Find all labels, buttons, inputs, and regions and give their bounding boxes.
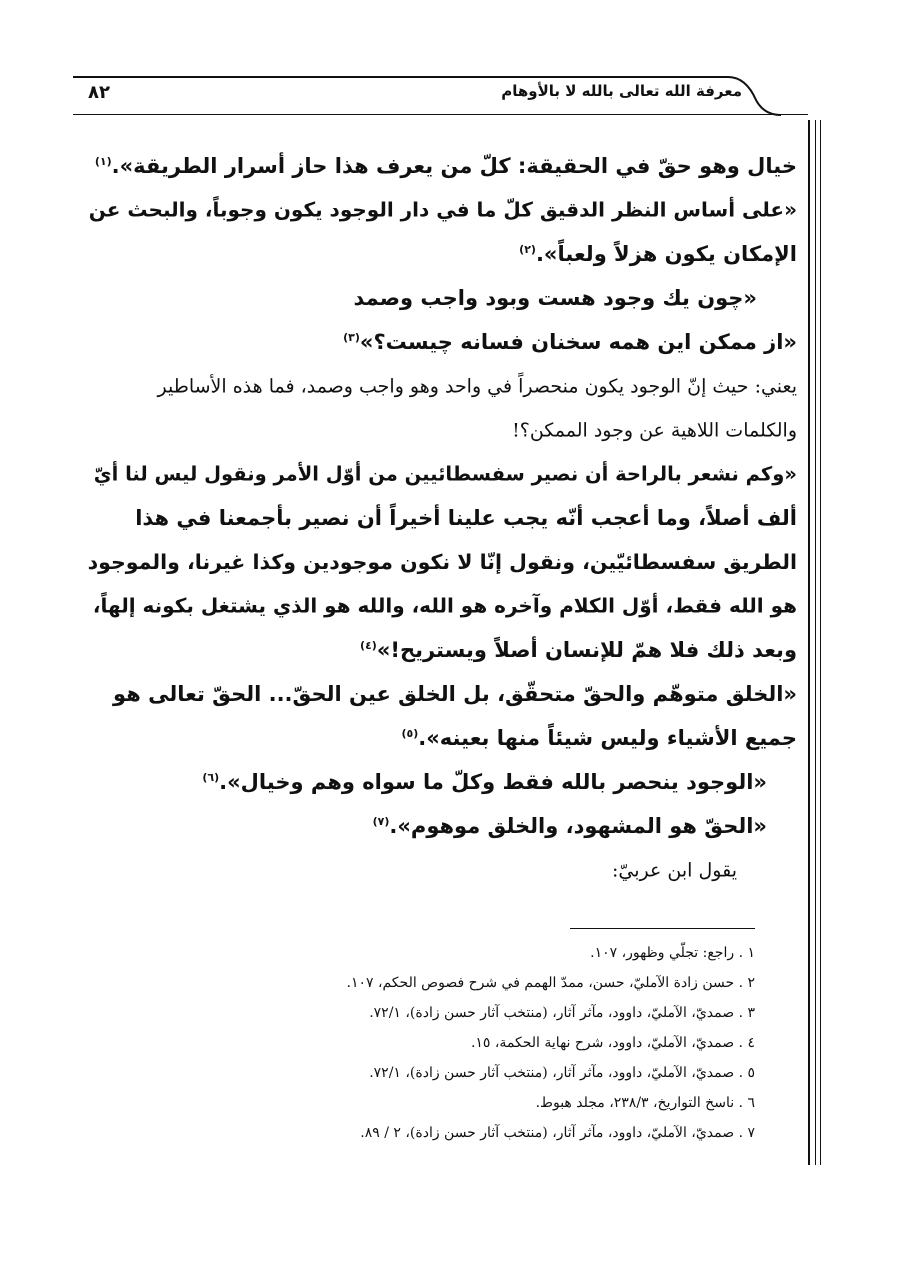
footnote-reference: (١) [94,155,112,168]
body-line: والكلمات اللاهية عن وجود الممكن؟! [512,419,797,442]
body-line: «چون يك وجود هست وبود واجب وصمد [353,286,757,310]
body-line: الإمكان يكون هزلاً ولعباً».$^{(٢)}$ [519,242,797,266]
body-line: وبعد ذلك فلا همّ للإنسان أصلاً ويستريح!»$^{(٤)}$ [360,638,797,662]
header-underline [73,114,808,115]
footnote-reference: (٤) [360,639,377,652]
footnotes [270,938,755,1148]
body-line: الطريق سفسطائيّين، ونقول إنّا لا نكون موجودين وكذا غيرنا، والموجود [87,549,797,574]
footnote-reference: (٦) [202,771,220,784]
footnote-item: ١ . راجع: تجلّي وظهور، ١٠٧. [590,945,755,961]
body-line: «على أساس النظر الدقيق كلّ ما في دار الوجود يكون وجوباً، والبحث عن [88,197,797,222]
footnote-reference: (٧) [372,815,390,828]
footnote-item: ٥ . صمديّ، الآمليّ، داوود، مآثر آثار، (منتخب آثار حسن زادة)، ٧٢/١. [369,1065,755,1081]
footnote-separator [570,928,755,929]
running-title: معرفة الله تعالى بالله لا بالأوهام [501,82,742,100]
body-line: «الحقّ هو المشهود، والخلق موهوم».$^{(٧)}$ [372,814,767,838]
footnote-reference: (٣) [343,331,360,344]
footnote-item: ٣ . صمديّ، الآمليّ، داوود، مآثر آثار، (منتخب آثار حسن زادة)، ٧٢/١. [369,1005,755,1021]
body-line: يعني: حيث إنّ الوجود يكون منحصراً في واحد وهو واجب وصمد، فما هذه الأساطير [157,375,797,398]
side-border-thick [808,120,810,1165]
body-line: ألف أصلاً، وما أعجب أنّه يجب علينا أخيراً أن نصير بأجمعنا في هذا [135,506,797,530]
header-rule [73,76,728,78]
page-number: ٨٢ [88,82,110,103]
body-line: هو الله فقط، أوّل الكلام وآخره هو الله، والله هو الذي يشتغل بكونه إلهاً، [92,593,797,618]
body-line: «الخلق متوهّم والحقّ متحقّق، بل الخلق عين الحقّ... الحقّ تعالى هو [113,682,797,706]
body-line: «از ممكن اين همه سخنان فسانه چيست؟»$^{(٣)}$ [343,330,797,354]
body-line: خيال وهو حقّ في الحقيقة: كلّ من يعرف هذا حاز أسرار الطريقة».$^{(١)}$ [94,154,797,178]
side-border-thin-outer [820,120,821,1165]
body-line: «الوجود ينحصر بالله فقط وكلّ ما سواه وهم وخيال».$^{(٦)}$ [202,770,767,794]
footnote-item: ٢ . حسن زادة الآمليّ، حسن، ممدّ الهمم في شرح فصوص الحكم، ١٠٧. [346,975,755,991]
body-line: «وكم نشعر بالراحة أن نصير سفسطائيين من أوّل الأمر ونقول ليس لنا أيّ [93,462,797,486]
body-line: يقول ابن عربيّ: [612,859,737,882]
footnote-reference: (٢) [519,243,536,256]
footnote-item: ٤ . صمديّ، الآمليّ، داوود، شرح نهاية الحكمة، ١٥. [470,1035,755,1051]
side-border-thin [815,120,816,1165]
body-line: جميع الأشياء وليس شيئاً منها بعينه».$^{(٥)}$ [401,726,797,750]
footnote-item: ٦ . ناسخ التواريخ، ٢٣٨/٣، مجلد هبوط. [535,1095,755,1111]
body-text [78,140,797,888]
footnote-item: ٧ . صمديّ، الآمليّ، داوود، مآثر آثار، (منتخب آثار حسن زادة)، ٢ / ٨٩. [360,1125,755,1141]
footnote-reference: (٥) [401,727,419,740]
